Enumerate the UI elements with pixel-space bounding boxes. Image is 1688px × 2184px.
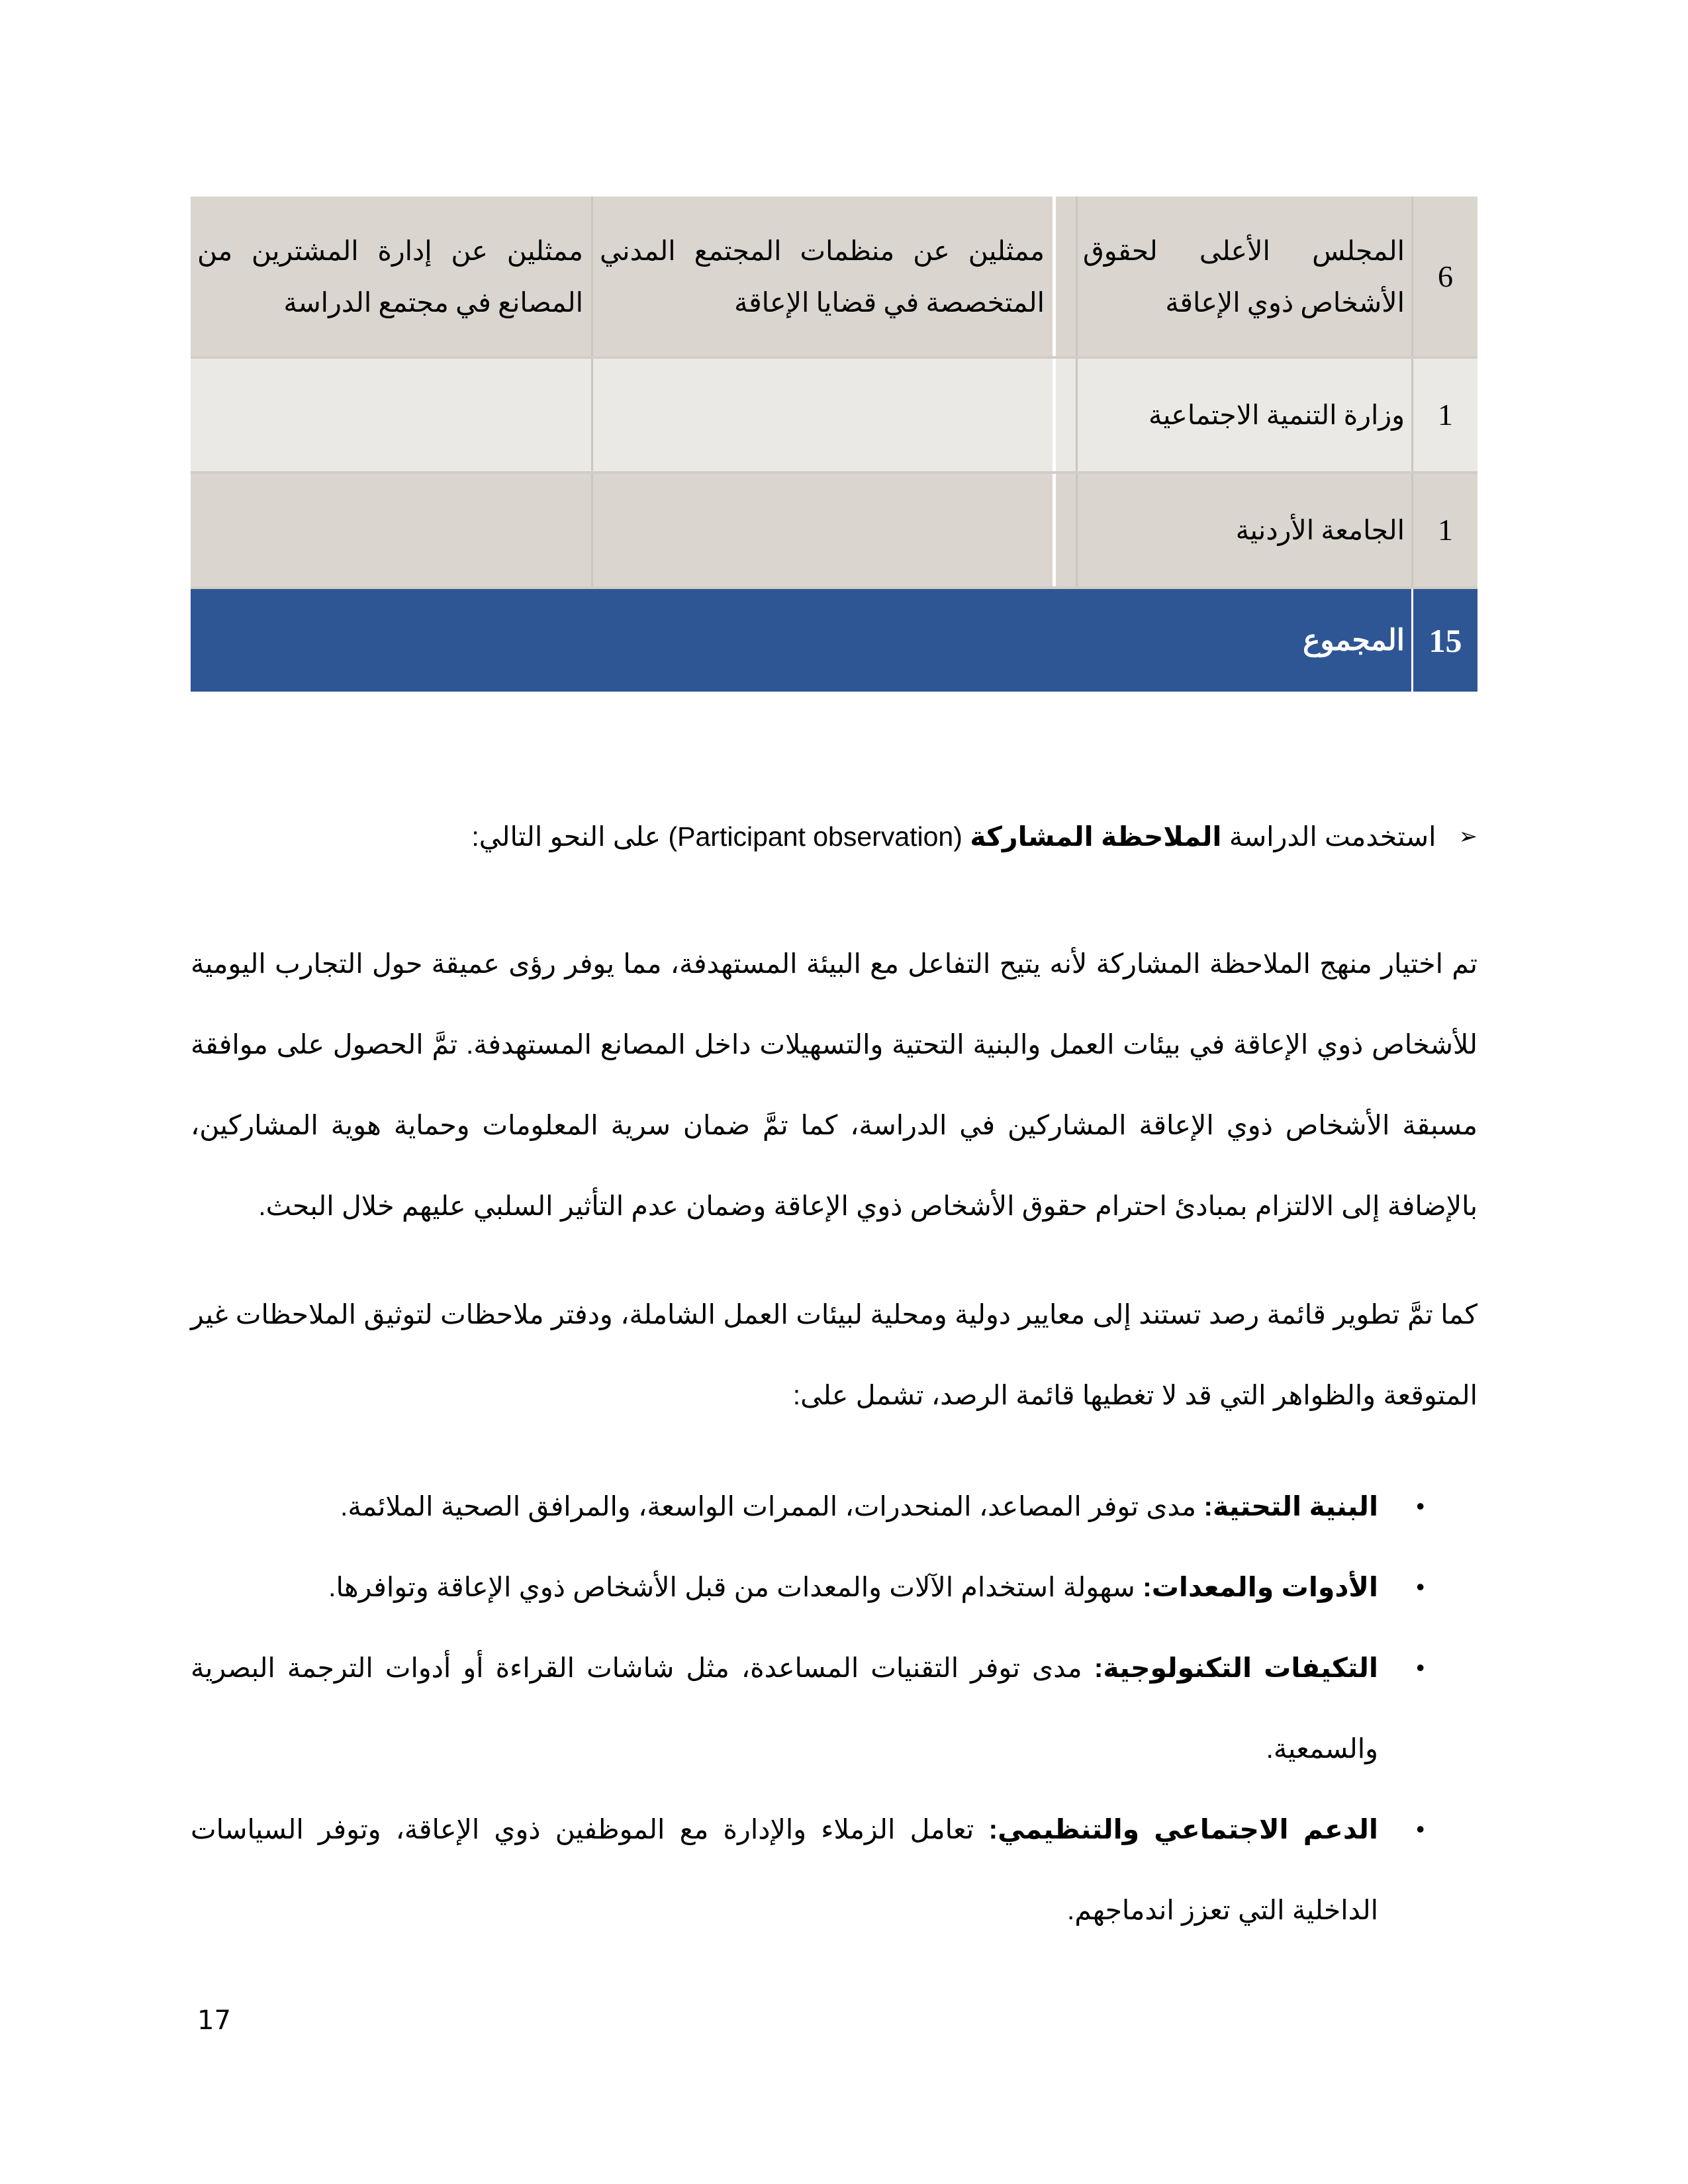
total-label: المجموع	[1303, 623, 1405, 657]
bullet-item	[191, 1789, 1477, 1950]
count-cell: 1	[1411, 359, 1477, 471]
bullet-icon: •	[1416, 1654, 1425, 1681]
bullet-text: مدى توفر التقنيات المساعدة، مثل شاشات القراءة أو أدوات الترجمة البصرية والسمعية.	[191, 1653, 1378, 1764]
table-row	[191, 197, 1477, 356]
empty-cell	[591, 589, 1053, 692]
spacer-cell	[1053, 359, 1076, 471]
lead-text	[471, 821, 1436, 852]
total-count: 15	[1411, 589, 1477, 692]
bullet-icon: •	[1416, 1815, 1425, 1843]
entity-cell	[1076, 197, 1411, 356]
entity-name: الجامعة الأردنية	[1235, 515, 1405, 545]
table-row	[191, 356, 1477, 471]
description-text: ممثلين عن منظمات المجتمع المدني المتخصصة في قضايا الإعاقة	[600, 235, 1045, 318]
bullet-item	[191, 1627, 1477, 1789]
lead-text-before: استخدمت الدراسة	[1221, 821, 1436, 852]
description-cell	[591, 359, 1053, 471]
participants-table	[191, 197, 1477, 692]
entity-cell	[1076, 474, 1411, 586]
entity-cell	[1076, 359, 1411, 471]
bullet-term: البنية التحتية:	[1203, 1491, 1378, 1522]
description-cell	[591, 197, 1053, 356]
table-total-row	[191, 586, 1477, 692]
lead-text-after: (Participant observation) على النحو التالي:	[471, 821, 970, 852]
bullet-item	[191, 1466, 1477, 1547]
count-cell: 1	[1411, 474, 1477, 586]
description-text: ممثلين عن إدارة المشترين من المصانع في مجتمع الدراسة	[197, 235, 583, 318]
bullet-icon: •	[1416, 1492, 1425, 1520]
count-cell: 6	[1411, 197, 1477, 356]
spacer-cell	[1053, 197, 1076, 356]
bullet-text: سهولة استخدام الآلات والمعدات من قبل الأشخاص ذوي الإعاقة وتوافرها.	[328, 1572, 1143, 1602]
empty-cell	[191, 589, 591, 692]
bullet-term: الدعم الاجتماعي والتنظيمي:	[988, 1814, 1378, 1844]
entity-name: وزارة التنمية الاجتماعية	[1149, 400, 1405, 430]
table-row	[191, 471, 1477, 586]
description-cell	[191, 359, 591, 471]
arrow-bullet-icon: ➢	[1458, 824, 1477, 849]
paragraph: تم اختيار منهج الملاحظة المشاركة لأنه يتيح التفاعل مع البيئة المستهدفة، مما يوفر رؤى عميقة حول التجارب اليومية للأشخاص ذوي الإعاقة في بيئات العمل والبنية التحتية والتسهيلات داخل المصانع المستهدفة. تمَّ الحصول على موافقة مسبقة الأشخاص ذوي الإعاقة المشاركين في الدراسة، كما تمَّ ضمان سرية المعلومات وحماية هوية المشاركين، بالإضافة إلى الالتزام بمبادئ احترام حقوق الأشخاص ذوي الإعاقة وضمان عدم التأثير السلبي عليهم خلال البحث.	[191, 948, 1477, 1221]
bullet-icon: •	[1416, 1573, 1425, 1600]
bullet-term: التكيفات التكنولوجية:	[1094, 1653, 1378, 1683]
lead-text-bold: الملاحظة المشاركة	[970, 821, 1222, 852]
bullet-item	[191, 1547, 1477, 1627]
paragraph: كما تمَّ تطوير قائمة رصد تستند إلى معايير دولية ومحلية لبيئات العمل الشاملة، ودفتر ملاحظات لتوثيق الملاحظات غير المتوقعة والظواهر التي قد لا تغطيها قائمة الرصد، تشمل على:	[191, 1299, 1477, 1410]
checklist-bullets	[191, 1466, 1477, 1950]
spacer-cell	[1053, 474, 1076, 586]
description-cell	[591, 474, 1053, 586]
method-lead-line	[352, 821, 1477, 852]
description-cell	[191, 474, 591, 586]
bullet-text: مدى توفر المصاعد، المنحدرات، الممرات الواسعة، والمرافق الصحية الملائمة.	[340, 1491, 1204, 1522]
bullet-term: الأدوات والمعدات:	[1143, 1572, 1378, 1602]
bullet-text: تعامل الزملاء والإدارة مع الموظفين ذوي الإعاقة، وتوفر السياسات الداخلية التي تعزز اندماجهم.	[191, 1814, 1378, 1925]
spacer-cell	[1053, 589, 1076, 692]
page-number: 17	[197, 2005, 231, 2036]
entity-name: المجلس الأعلى لحقوق الأشخاص ذوي الإعاقة	[1083, 235, 1405, 318]
description-cell	[191, 197, 591, 356]
